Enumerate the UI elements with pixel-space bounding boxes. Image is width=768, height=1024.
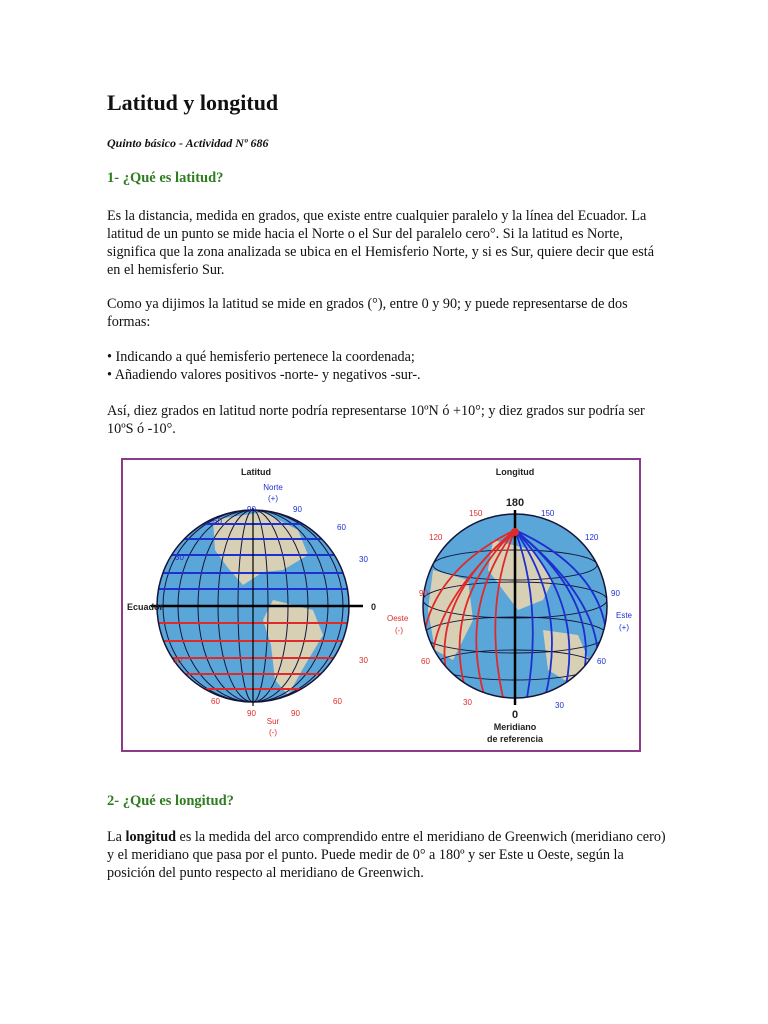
- longitud-lead: La: [107, 829, 126, 845]
- este-label: Este: [616, 611, 633, 620]
- lon-0-label: 0: [511, 709, 519, 721]
- bullet-hemisferio: • Indicando a qué hemisferio pertenece la coordenada;: [107, 349, 415, 365]
- lon-w90-label: 90: [419, 589, 428, 598]
- lon-w150-label: 150: [469, 509, 483, 518]
- lat-n30-left-label: 30: [175, 553, 184, 562]
- lat-n60-label: 60: [213, 517, 222, 526]
- latitud-example-paragraph: Así, diez grados en latitud norte podría representarse 10ºN ó +10°; y diez grados sur podría ser 10ºS ó -10°.: [107, 403, 645, 437]
- referencia-label: de referencia: [486, 734, 544, 744]
- ecuador-label: Ecuador: [127, 602, 164, 612]
- lon-e120-label: 120: [585, 533, 599, 542]
- longitud-keyword: longitud: [125, 829, 176, 845]
- section-heading-latitud: 1- ¿Qué es latitud?: [107, 170, 224, 186]
- latitud-globe: [143, 508, 363, 706]
- activity-subtitle: Quinto básico - Actividad Nº 686: [107, 136, 269, 150]
- lon-e150-label: 150: [541, 509, 555, 518]
- lon-w60-label: 60: [421, 657, 430, 666]
- meridiano-label: Meridiano: [493, 722, 537, 732]
- lat-n30-right-label: 30: [359, 555, 368, 564]
- norte-label: Norte: [263, 483, 283, 492]
- sur-label: Sur: [266, 717, 280, 726]
- lat-n90-label: 90: [247, 505, 256, 514]
- lon-w120-label: 120: [429, 533, 443, 542]
- lon-e60-label: 60: [597, 657, 606, 666]
- sur-sign: (-): [269, 728, 277, 737]
- lat-s60-left-label: 60: [211, 697, 220, 706]
- latitud-longitud-figure: [121, 458, 641, 752]
- lon-e30-label: 30: [555, 701, 564, 710]
- page-title: Latitud y longitud: [107, 90, 279, 115]
- lat-n60-right-label: 60: [337, 523, 346, 532]
- lat-s90-left-label: 90: [247, 709, 256, 718]
- norte-sign: (+): [268, 494, 278, 503]
- oeste-label: Oeste: [387, 614, 409, 623]
- lon-180-label: 180: [505, 497, 525, 509]
- longitud-globe: [423, 510, 607, 705]
- lat-n90-right-label: 90: [293, 505, 302, 514]
- bullet-valores: • Añadiendo valores positivos -norte- y negativos -sur-.: [107, 367, 421, 383]
- longitud-rest: es la medida del arco comprendido entre el meridiano de Greenwich (meridiano cero) y el meridiano que pasa por el punto. Puede medir de 0° a 180º y ser Este u Oeste, según la posición del punto respecto al meridiano de Greenwich.: [107, 829, 666, 881]
- este-sign: (+): [619, 623, 629, 632]
- latitud-range-paragraph: Como ya dijimos la latitud se mide en grados (°), entre 0 y 90; y puede representarse de dos formas:: [107, 296, 628, 330]
- section-heading-longitud: 2- ¿Qué es longitud?: [107, 793, 234, 809]
- lon-e90-label: 90: [611, 589, 620, 598]
- latitud-definition-paragraph: Es la distancia, medida en grados, que existe entre cualquier paralelo y la línea del Ecuador. La latitud de un punto se mide hacia el Norte o el Sur del paralelo cero°. Si la latitud es Norte, significa que la zona analizada se ubica en el Hemisferio Norte, y si es Sur, quiere decir que está en el hemisferio Sur.: [107, 208, 655, 278]
- equator-zero-label: 0: [371, 602, 377, 612]
- oeste-sign: (-): [395, 626, 403, 635]
- lat-s30-left-label: 30: [173, 656, 182, 665]
- longitud-title: Longitud: [495, 467, 535, 477]
- lat-s30-right-label: 30: [359, 656, 368, 665]
- lon-w30-label: 30: [463, 698, 472, 707]
- longitud-definition-paragraph: [107, 828, 667, 882]
- lat-s90-right-label: 90: [291, 709, 300, 718]
- lat-s60-right-label: 60: [333, 697, 342, 706]
- latitud-title: Latitud: [241, 467, 271, 477]
